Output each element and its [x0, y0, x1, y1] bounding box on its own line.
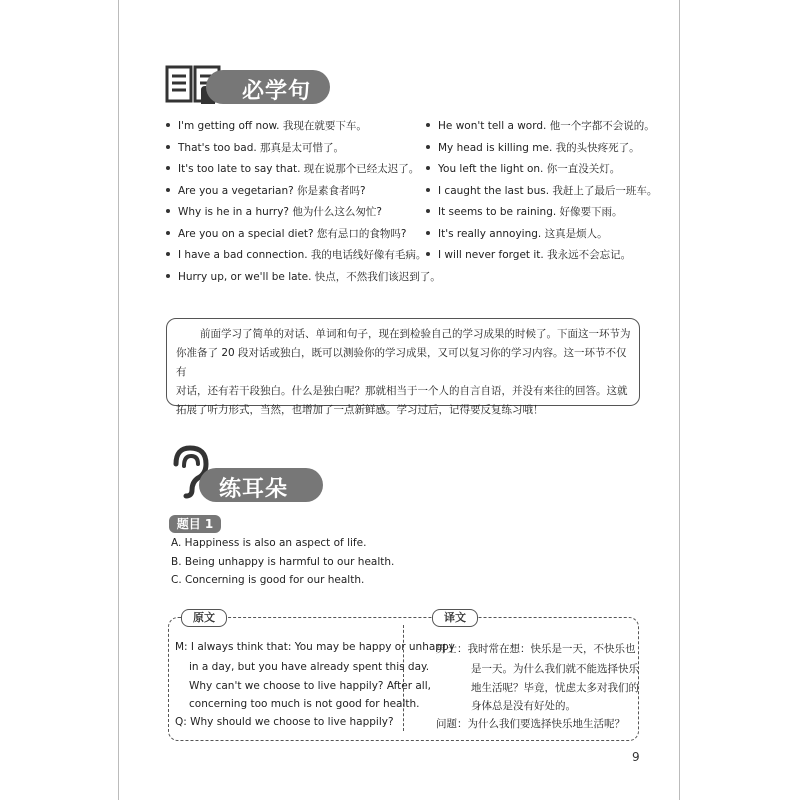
- sentence-text: That's too bad. 那真是太可惜了。: [178, 141, 345, 154]
- bullet-icon: [426, 231, 430, 235]
- translation-tag: 译文: [432, 609, 478, 627]
- bullet-icon: [166, 145, 170, 149]
- original-line: in a day, but you have already spent this day.: [189, 661, 430, 673]
- sentence-item: [426, 247, 631, 262]
- sentence-text: My head is killing me. 我的头快疼死了。: [438, 141, 640, 154]
- sentence-text: It's too late to say that. 现在说那个已经太迟了。: [178, 163, 420, 175]
- sentence-text: He won't tell a word. 他一个字都不会说的。: [438, 120, 655, 132]
- sentence-text: It seems to be raining. 好像要下雨。: [438, 206, 623, 218]
- original-line: Q: Why should we choose to live happily?: [175, 716, 394, 728]
- sentence-text: Are you a vegetarian? 你是素食者吗?: [178, 184, 366, 197]
- sentence-item: [166, 118, 367, 133]
- bullet-icon: [166, 252, 170, 256]
- sentence-item: [166, 183, 366, 198]
- bullet-icon: [426, 145, 430, 149]
- bullet-icon: [426, 252, 430, 256]
- translation-line: 身体总是没有好处的。: [471, 700, 576, 712]
- bullet-icon: [166, 231, 170, 235]
- option-c: C. Concerning is good for our health.: [171, 574, 365, 586]
- original-line: M: I always think that: You may be happy or unhappy: [175, 641, 455, 653]
- bullet-icon: [166, 166, 170, 170]
- intro-line: 对话，还有若干段独白。什么是独白呢？那就相当于一个人的自言自语，并没有来往的回答。这就: [176, 385, 628, 397]
- section-title: 必学句: [242, 79, 312, 104]
- sentence-item: [426, 226, 608, 241]
- sentence-text: I have a bad connection. 我的电话线好像有毛病。: [178, 249, 427, 261]
- original-line: concerning too much is not good for health.: [189, 698, 420, 710]
- bullet-icon: [166, 123, 170, 127]
- bullet-icon: [426, 123, 430, 127]
- translation-line: 问题：为什么我们要选择快乐地生活呢？: [436, 718, 625, 730]
- sentence-text: It's really annoying. 这真是烦人。: [438, 227, 608, 240]
- translation-line: 是一天。为什么我们就不能选择快乐: [471, 663, 639, 675]
- sentence-item: [426, 204, 623, 219]
- bullet-icon: [426, 188, 430, 192]
- sentence-item: [426, 118, 655, 133]
- sentence-item: [426, 183, 657, 198]
- intro-line: 你准备了 20 段对话或独白，既可以测验你的学习成果，又可以复习你的学习内容。这一环节不仅有: [176, 347, 627, 378]
- sentence-item: [166, 269, 441, 284]
- option-b: B. Being unhappy is harmful to our health.: [171, 556, 395, 568]
- sentence-item: [166, 204, 382, 219]
- intro-line: 拓展了听力形式，当然，也增加了一点新鲜感。学习过后，记得要反复练习哦！: [176, 404, 544, 416]
- sentence-item: [166, 247, 426, 262]
- bullet-icon: [166, 274, 170, 278]
- sentence-item: [166, 140, 344, 155]
- bullet-icon: [426, 209, 430, 213]
- intro-paragraph: [176, 325, 632, 420]
- sentence-text: You left the light on. 你一直没关灯。: [438, 163, 621, 175]
- intro-line: 前面学习了简单的对话、单词和句子，现在到检验自己的学习成果的时候了。下面这一环节为: [200, 328, 631, 340]
- original-tag: 原文: [181, 609, 227, 627]
- bullet-icon: [426, 166, 430, 170]
- sentence-item: [166, 161, 419, 176]
- section-header-bar: [206, 70, 330, 104]
- question-tab: 题目 1: [169, 515, 221, 533]
- sentence-text: I caught the last bus. 我赶上了最后一班车。: [438, 184, 658, 197]
- sentence-text: Hurry up, or we'll be late. 快点，不然我们该迟到了。: [178, 270, 441, 283]
- sentence-text: Are you on a special diet? 您有忌口的食物吗?: [178, 227, 407, 240]
- sentence-item: [166, 226, 407, 241]
- bullet-icon: [166, 209, 170, 213]
- sentence-text: I will never forget it. 我永远不会忘记。: [438, 249, 632, 261]
- translation-line: 男士：我时常在想：快乐是一天，不快乐也: [436, 643, 636, 655]
- section-title: 练耳朵: [219, 477, 289, 502]
- sentence-text: I'm getting off now. 我现在就要下车。: [178, 120, 367, 132]
- page-number: 9: [632, 750, 640, 764]
- bullet-icon: [166, 188, 170, 192]
- section-header-bar: [199, 468, 323, 502]
- option-a: A. Happiness is also an aspect of life.: [171, 537, 367, 549]
- sentence-item: [426, 161, 620, 176]
- sentence-item: [426, 140, 640, 155]
- translation-line: 地生活呢？毕竟，忧虑太多对我们的: [471, 682, 639, 694]
- original-line: Why can't we choose to live happily? After all,: [189, 680, 431, 692]
- sentence-text: Why is he in a hurry? 他为什么这么匆忙?: [178, 206, 382, 218]
